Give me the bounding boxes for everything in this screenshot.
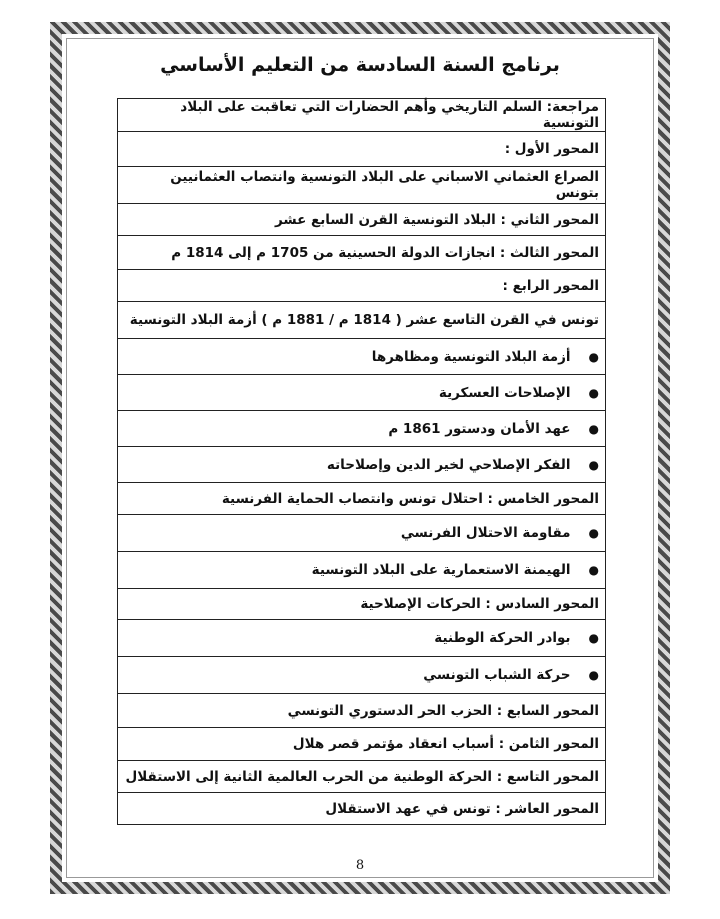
list-item	[118, 657, 606, 694]
list-item-label: الإصلاحات العسكرية	[438, 384, 571, 401]
list-item-label: حركة الشباب التونسي	[423, 667, 571, 683]
list-item	[118, 552, 606, 589]
axis-4-heading: المحور الرابع :	[118, 270, 606, 302]
axis-2-row: المحور الثاني : البلاد التونسية القرن السابع عشر	[118, 204, 606, 236]
list-item	[118, 620, 606, 657]
axis-7-row: المحور السابع : الحزب الحر الدستوري التونسي	[118, 694, 606, 728]
bullet-icon: ●	[588, 421, 599, 436]
list-item	[118, 515, 606, 552]
list-item-label: أزمة البلاد التونسية ومظاهرها	[371, 348, 571, 365]
list-item-label: مقاومة الاحتلال الفرنسي	[400, 525, 571, 541]
bullet-icon: ●	[588, 563, 599, 577]
axis-1-topic: الصراع العثماني الاسباني على البلاد التونسية وانتصاب العثمانيين بتونس	[118, 167, 606, 204]
bullet-icon: ●	[588, 349, 599, 364]
list-item	[118, 375, 606, 411]
list-item	[118, 339, 606, 375]
list-item-label: بوادر الحركة الوطنية	[434, 630, 571, 646]
axis-10-row: المحور العاشر : تونس في عهد الاستقلال	[118, 793, 606, 825]
axis-6-heading: المحور السادس : الحركات الإصلاحية	[118, 589, 606, 620]
bullet-icon: ●	[588, 457, 599, 472]
bullet-icon: ●	[588, 631, 599, 645]
axis-3-row: المحور الثالث : انجازات الدولة الحسينية من 1705 م إلى 1814 م	[118, 236, 606, 270]
bullet-icon: ●	[588, 668, 599, 682]
list-item-label: عهد الأمان ودستور 1861 م	[388, 420, 571, 437]
list-item-label: الفكر الإصلاحي لخير الدين وإصلاحاته	[326, 456, 571, 473]
page-number: 8	[355, 858, 365, 873]
review-row: مراجعة: السلم التاريخي وأهم الحضارات التي تعاقبت على البلاد التونسية	[118, 99, 606, 132]
list-item	[118, 447, 606, 483]
bullet-icon: ●	[588, 526, 599, 540]
bullet-icon: ●	[588, 385, 599, 400]
axis-1-heading: المحور الأول :	[118, 132, 606, 167]
axis-4-topic: تونس في القرن التاسع عشر ( 1814 م / 1881 م ) أزمة البلاد التونسية	[118, 302, 606, 339]
axis-5-heading: المحور الخامس : احتلال تونس وانتصاب الحماية الفرنسية	[118, 483, 606, 515]
page-title: برنامج السنة السادسة من التعليم الأساسي	[160, 54, 560, 76]
list-item	[118, 411, 606, 447]
axis-9-row: المحور التاسع : الحركة الوطنية من الحرب العالمية الثانية إلى الاستقلال	[118, 761, 606, 793]
axis-8-row: المحور الثامن : أسباب انعقاد مؤتمر قصر هلال	[118, 728, 606, 761]
curriculum-table	[117, 98, 606, 825]
list-item-label: الهيمنة الاستعمارية على البلاد التونسية	[311, 562, 571, 578]
